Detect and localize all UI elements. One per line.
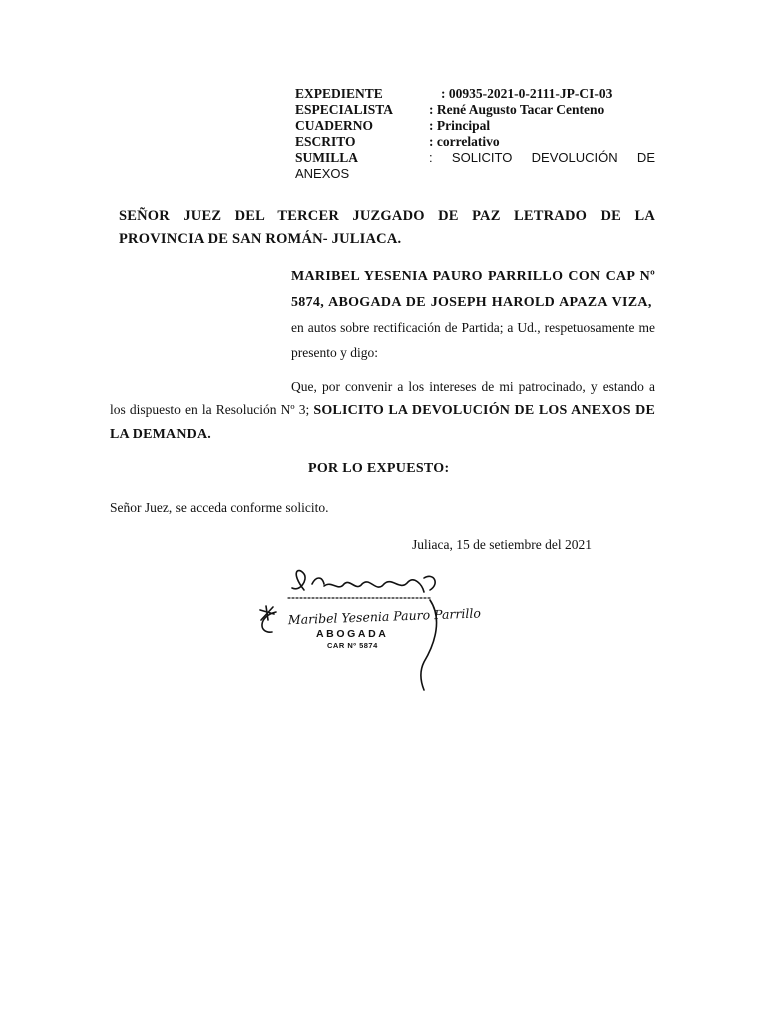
addressee-line-1: SEÑOR JUEZ DEL TERCER JUZGADO DE PAZ LETRADO DE LA	[119, 208, 655, 224]
introduction-paragraph	[291, 263, 655, 365]
header-label: EXPEDIENTE	[295, 86, 383, 101]
addressee	[119, 205, 655, 251]
header-row-sumilla	[295, 150, 655, 166]
signature-title: ABOGADA	[316, 628, 389, 640]
por-lo-expuesto-heading: POR LO EXPUESTO:	[308, 461, 450, 476]
sumilla-continuation: ANEXOS	[295, 166, 350, 181]
signature-stamp	[252, 562, 482, 694]
signature-drawing	[252, 562, 482, 694]
request-bold-text: SOLICITO LA DEVOLUCIÓN DE LOS ANEXOS DE LA DEMANDA.	[110, 403, 656, 442]
header-value: : SOLICITO DEVOLUCIÓN DE	[429, 150, 655, 165]
date-line: Juliaca, 15 de setiembre del 2021	[412, 537, 592, 552]
signature-name: Maribel Yesenia Pauro Parrillo	[287, 605, 482, 628]
intro-text: en autos sobre rectificación de Partida; a Ud., respetuosamente me presento y digo:	[291, 320, 655, 360]
header-row-cuaderno	[295, 118, 655, 134]
request-paragraph	[110, 375, 655, 446]
header-label: ESCRITO	[295, 134, 356, 149]
header-label: ESPECIALISTA	[295, 102, 394, 117]
header-value: : correlativo	[429, 134, 500, 149]
header-row-escrito	[295, 134, 655, 150]
header-row-expediente	[295, 86, 655, 102]
header-label: SUMILLA	[295, 150, 359, 165]
case-header	[295, 86, 655, 182]
header-row-especialista	[295, 102, 655, 118]
closing-line: Señor Juez, se acceda conforme solicito.	[110, 500, 329, 515]
header-value: : René Augusto Tacar Centeno	[429, 102, 605, 117]
request-text: Que, por convenir a los intereses de mi patrocinado, y estando a los dispuesto en la Resolución Nº 3;	[110, 379, 655, 417]
addressee-line-2: PROVINCIA DE SAN ROMÁN- JULIACA.	[119, 231, 402, 247]
header-label: CUADERNO	[295, 118, 374, 133]
signature-registration: CAR Nº 5874	[327, 641, 378, 650]
header-value: : 00935-2021-0-2111-JP-CI-03	[441, 86, 613, 101]
intro-bold-text: MARIBEL YESENIA PAURO PARRILLO CON CAP Nº 5874, ABOGADA DE JOSEPH HAROLD APAZA VIZA,	[291, 269, 655, 310]
header-value: : Principal	[429, 118, 491, 133]
